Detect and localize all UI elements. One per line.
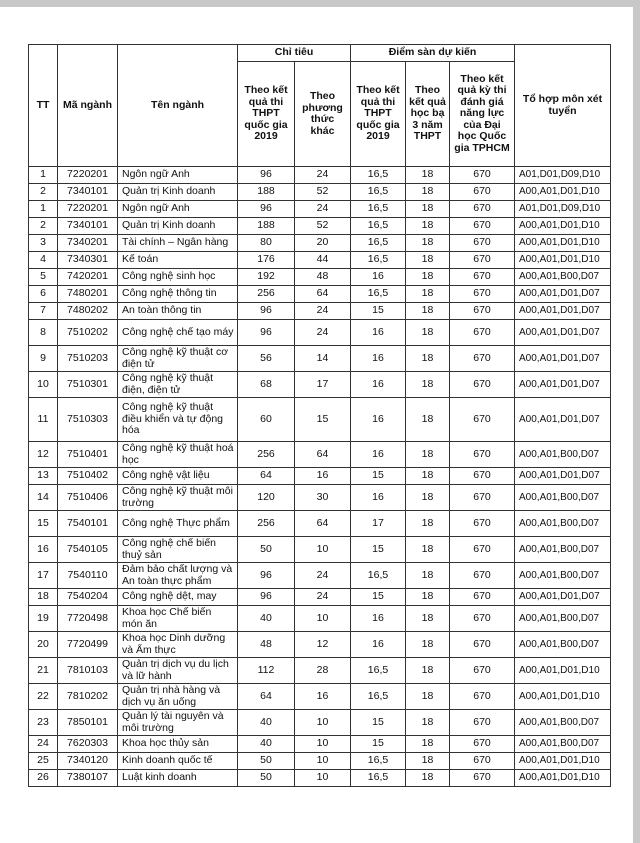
cell-quota-thpt: 120 (238, 485, 295, 511)
cell-quota-thpt: 96 (238, 320, 295, 346)
cell-quota-other: 52 (295, 218, 351, 235)
cell-code: 7380107 (58, 770, 118, 787)
cell-name: Đảm bảo chất lượng và An toàn thực phẩm (118, 563, 238, 589)
cell-quota-other: 24 (295, 563, 351, 589)
cell-name: Công nghệ chế biến thuỷ sản (118, 537, 238, 563)
table-row (29, 684, 611, 710)
cell-floor-transcript: 18 (406, 753, 450, 770)
cell-quota-other: 44 (295, 252, 351, 269)
cell-floor-transcript: 18 (406, 218, 450, 235)
cell-floor-aptitude: 670 (450, 303, 515, 320)
table-row (29, 606, 611, 632)
cell-floor-thpt: 15 (351, 710, 406, 736)
cell-code: 7510303 (58, 398, 118, 442)
cell-tt: 8 (29, 320, 58, 346)
cell-combo: A00,A01,D01,D07 (515, 320, 611, 346)
cell-floor-thpt: 15 (351, 537, 406, 563)
cell-code: 7340120 (58, 753, 118, 770)
cell-combo: A00,A01,D01,D07 (515, 468, 611, 485)
cell-floor-transcript: 18 (406, 684, 450, 710)
cell-floor-aptitude: 670 (450, 589, 515, 606)
cell-tt: 16 (29, 537, 58, 563)
cell-combo: A00,A01,B00,D07 (515, 563, 611, 589)
cell-name: Tài chính – Ngân hàng (118, 235, 238, 252)
header-floor-transcript: Theo kết quả học bạ 3 năm THPT (406, 62, 450, 167)
cell-floor-aptitude: 670 (450, 753, 515, 770)
cell-combo: A01,D01,D09,D10 (515, 201, 611, 218)
table-header (29, 45, 611, 167)
cell-quota-other: 24 (295, 167, 351, 184)
cell-quota-thpt: 112 (238, 658, 295, 684)
table-row (29, 485, 611, 511)
cell-floor-thpt: 16,5 (351, 684, 406, 710)
cell-name: Công nghệ chế tạo máy (118, 320, 238, 346)
cell-quota-thpt: 188 (238, 218, 295, 235)
cell-combo: A00,A01,D01,D07 (515, 346, 611, 372)
cell-combo: A00,A01,D01,D10 (515, 684, 611, 710)
cell-code: 7480202 (58, 303, 118, 320)
cell-combo: A00,A01,B00,D07 (515, 736, 611, 753)
cell-floor-thpt: 16,5 (351, 235, 406, 252)
cell-floor-thpt: 16 (351, 269, 406, 286)
cell-tt: 7 (29, 303, 58, 320)
cell-floor-thpt: 16,5 (351, 563, 406, 589)
cell-combo: A00,A01,D01,D10 (515, 753, 611, 770)
cell-floor-aptitude: 670 (450, 710, 515, 736)
table-row (29, 511, 611, 537)
cell-floor-thpt: 16 (351, 346, 406, 372)
cell-name: Ngôn ngữ Anh (118, 201, 238, 218)
cell-floor-thpt: 17 (351, 511, 406, 537)
cell-name: Công nghệ kỹ thuật điều khiển và tự động hóa (118, 398, 238, 442)
cell-combo: A00,A01,B00,D07 (515, 537, 611, 563)
cell-name: Công nghệ kỹ thuật hoá học (118, 442, 238, 468)
cell-floor-aptitude: 670 (450, 485, 515, 511)
cell-quota-other: 24 (295, 303, 351, 320)
cell-quota-thpt: 96 (238, 303, 295, 320)
cell-quota-other: 15 (295, 398, 351, 442)
cell-quota-thpt: 96 (238, 167, 295, 184)
cell-code: 7340301 (58, 252, 118, 269)
cell-floor-transcript: 18 (406, 511, 450, 537)
cell-floor-transcript: 18 (406, 632, 450, 658)
cell-quota-thpt: 68 (238, 372, 295, 398)
cell-floor-thpt: 16 (351, 606, 406, 632)
cell-combo: A00,A01,B00,D07 (515, 269, 611, 286)
cell-floor-transcript: 18 (406, 303, 450, 320)
cell-floor-thpt: 16 (351, 372, 406, 398)
cell-code: 7720498 (58, 606, 118, 632)
header-floor-group: Điểm sàn dự kiến (351, 45, 515, 62)
cell-combo: A00,A01,D01,D10 (515, 252, 611, 269)
cell-floor-transcript: 18 (406, 184, 450, 201)
cell-quota-other: 10 (295, 606, 351, 632)
cell-quota-thpt: 50 (238, 770, 295, 787)
cell-quota-other: 10 (295, 770, 351, 787)
header-code: Mã ngành (58, 45, 118, 167)
header-floor-aptitude: Theo kết quả kỳ thi đánh giá năng lực của Đại học Quốc gia TPHCM (450, 62, 515, 167)
cell-combo: A00,A01,D01,D10 (515, 235, 611, 252)
cell-tt: 19 (29, 606, 58, 632)
cell-name: Khoa học Dinh dưỡng và Ẩm thực (118, 632, 238, 658)
cell-floor-transcript: 18 (406, 710, 450, 736)
cell-floor-thpt: 15 (351, 736, 406, 753)
cell-floor-transcript: 18 (406, 167, 450, 184)
cell-combo: A00,A01,B00,D07 (515, 632, 611, 658)
cell-floor-aptitude: 670 (450, 269, 515, 286)
header-quota-group: Chỉ tiêu (238, 45, 351, 62)
cell-quota-other: 14 (295, 346, 351, 372)
cell-floor-aptitude: 670 (450, 658, 515, 684)
cell-floor-aptitude: 670 (450, 770, 515, 787)
cell-name: Quản trị Kinh doanh (118, 218, 238, 235)
cell-floor-transcript: 18 (406, 269, 450, 286)
table-row (29, 286, 611, 303)
cell-quota-other: 10 (295, 710, 351, 736)
document-page (0, 7, 633, 843)
header-quota-thpt: Theo kết quả thi THPT quốc gia 2019 (238, 62, 295, 167)
cell-code: 7420201 (58, 269, 118, 286)
cell-code: 7720499 (58, 632, 118, 658)
cell-floor-aptitude: 670 (450, 632, 515, 658)
cell-combo: A00,A01,D01,D07 (515, 372, 611, 398)
cell-floor-aptitude: 670 (450, 252, 515, 269)
table-row (29, 658, 611, 684)
cell-code: 7510202 (58, 320, 118, 346)
cell-floor-aptitude: 670 (450, 184, 515, 201)
cell-quota-thpt: 96 (238, 201, 295, 218)
cell-floor-thpt: 16 (351, 320, 406, 346)
table-row (29, 710, 611, 736)
cell-name: Công nghệ kỹ thuật môi trường (118, 485, 238, 511)
cell-floor-transcript: 18 (406, 372, 450, 398)
cell-tt: 1 (29, 167, 58, 184)
cell-name: Công nghệ Thực phẩm (118, 511, 238, 537)
cell-tt: 13 (29, 468, 58, 485)
cell-quota-other: 64 (295, 511, 351, 537)
admission-table (28, 44, 611, 787)
cell-floor-thpt: 16 (351, 442, 406, 468)
cell-floor-aptitude: 670 (450, 684, 515, 710)
cell-code: 7510401 (58, 442, 118, 468)
cell-combo: A00,A01,D01,D07 (515, 589, 611, 606)
cell-floor-aptitude: 670 (450, 537, 515, 563)
cell-tt: 18 (29, 589, 58, 606)
cell-quota-thpt: 64 (238, 684, 295, 710)
cell-quota-thpt: 40 (238, 710, 295, 736)
cell-floor-aptitude: 670 (450, 398, 515, 442)
cell-code: 7220201 (58, 201, 118, 218)
cell-quota-other: 16 (295, 684, 351, 710)
cell-tt: 2 (29, 184, 58, 201)
cell-floor-transcript: 18 (406, 442, 450, 468)
cell-code: 7810103 (58, 658, 118, 684)
table-row (29, 218, 611, 235)
cell-code: 7510203 (58, 346, 118, 372)
cell-tt: 24 (29, 736, 58, 753)
cell-quota-thpt: 176 (238, 252, 295, 269)
cell-quota-other: 17 (295, 372, 351, 398)
cell-floor-thpt: 16,5 (351, 753, 406, 770)
cell-name: Công nghệ sinh học (118, 269, 238, 286)
cell-tt: 2 (29, 218, 58, 235)
cell-floor-transcript: 18 (406, 485, 450, 511)
cell-floor-thpt: 16,5 (351, 167, 406, 184)
cell-tt: 15 (29, 511, 58, 537)
cell-combo: A00,A01,D01,D10 (515, 770, 611, 787)
cell-quota-other: 16 (295, 468, 351, 485)
cell-tt: 10 (29, 372, 58, 398)
cell-quota-other: 28 (295, 658, 351, 684)
cell-combo: A00,A01,B00,D07 (515, 485, 611, 511)
cell-tt: 6 (29, 286, 58, 303)
cell-floor-transcript: 18 (406, 252, 450, 269)
cell-code: 7540204 (58, 589, 118, 606)
table-row (29, 303, 611, 320)
table-row (29, 398, 611, 442)
cell-quota-thpt: 40 (238, 736, 295, 753)
table-row (29, 235, 611, 252)
cell-floor-thpt: 15 (351, 468, 406, 485)
cell-floor-thpt: 16,5 (351, 201, 406, 218)
cell-tt: 25 (29, 753, 58, 770)
cell-floor-thpt: 16 (351, 398, 406, 442)
cell-quota-thpt: 64 (238, 468, 295, 485)
table-row (29, 736, 611, 753)
cell-code: 7850101 (58, 710, 118, 736)
cell-code: 7340101 (58, 184, 118, 201)
cell-quota-other: 48 (295, 269, 351, 286)
cell-name: Kinh doanh quốc tế (118, 753, 238, 770)
header-combo: Tổ hợp môn xét tuyển (515, 45, 611, 167)
table-row (29, 468, 611, 485)
cell-name: Khoa học thủy sản (118, 736, 238, 753)
cell-code: 7510301 (58, 372, 118, 398)
cell-floor-aptitude: 670 (450, 468, 515, 485)
cell-name: Khoa học Chế biến món ăn (118, 606, 238, 632)
cell-tt: 4 (29, 252, 58, 269)
header-name: Tên ngành (118, 45, 238, 167)
cell-floor-transcript: 18 (406, 563, 450, 589)
cell-tt: 23 (29, 710, 58, 736)
cell-floor-aptitude: 670 (450, 606, 515, 632)
cell-floor-transcript: 18 (406, 736, 450, 753)
cell-quota-thpt: 50 (238, 537, 295, 563)
cell-quota-other: 24 (295, 320, 351, 346)
cell-tt: 12 (29, 442, 58, 468)
cell-name: Luật kinh doanh (118, 770, 238, 787)
cell-quota-thpt: 56 (238, 346, 295, 372)
cell-combo: A00,A01,D01,D07 (515, 398, 611, 442)
cell-tt: 9 (29, 346, 58, 372)
cell-floor-transcript: 18 (406, 537, 450, 563)
table-body (29, 167, 611, 787)
cell-combo: A00,A01,D01,D07 (515, 286, 611, 303)
cell-floor-aptitude: 670 (450, 372, 515, 398)
cell-quota-thpt: 80 (238, 235, 295, 252)
cell-name: Công nghệ thông tin (118, 286, 238, 303)
cell-floor-aptitude: 670 (450, 167, 515, 184)
cell-floor-thpt: 16 (351, 632, 406, 658)
cell-quota-thpt: 48 (238, 632, 295, 658)
cell-code: 7480201 (58, 286, 118, 303)
cell-quota-other: 20 (295, 235, 351, 252)
cell-quota-other: 12 (295, 632, 351, 658)
cell-code: 7620303 (58, 736, 118, 753)
table-row (29, 632, 611, 658)
cell-floor-thpt: 15 (351, 303, 406, 320)
cell-quota-thpt: 40 (238, 606, 295, 632)
cell-floor-aptitude: 670 (450, 235, 515, 252)
table-row (29, 770, 611, 787)
cell-name: Công nghệ vật liệu (118, 468, 238, 485)
cell-quota-other: 30 (295, 485, 351, 511)
header-floor-thpt: Theo kết quả thi THPT quốc gia 2019 (351, 62, 406, 167)
cell-quota-other: 10 (295, 736, 351, 753)
cell-code: 7510402 (58, 468, 118, 485)
cell-tt: 3 (29, 235, 58, 252)
cell-floor-thpt: 16,5 (351, 770, 406, 787)
cell-tt: 14 (29, 485, 58, 511)
cell-code: 7340201 (58, 235, 118, 252)
cell-floor-thpt: 16,5 (351, 218, 406, 235)
cell-name: Quản lý tài nguyên và môi trường (118, 710, 238, 736)
cell-code: 7510406 (58, 485, 118, 511)
cell-name: Công nghệ kỹ thuật điện, điện tử (118, 372, 238, 398)
table-row (29, 184, 611, 201)
table-row (29, 320, 611, 346)
cell-floor-transcript: 18 (406, 320, 450, 346)
cell-quota-other: 52 (295, 184, 351, 201)
cell-tt: 21 (29, 658, 58, 684)
cell-code: 7220201 (58, 167, 118, 184)
cell-floor-thpt: 16,5 (351, 184, 406, 201)
cell-floor-aptitude: 670 (450, 218, 515, 235)
header-tt: TT (29, 45, 58, 167)
cell-tt: 26 (29, 770, 58, 787)
cell-tt: 5 (29, 269, 58, 286)
cell-floor-transcript: 18 (406, 589, 450, 606)
table-row (29, 346, 611, 372)
cell-combo: A00,A01,B00,D07 (515, 442, 611, 468)
table-row (29, 537, 611, 563)
cell-name: An toàn thông tin (118, 303, 238, 320)
cell-combo: A00,A01,D01,D10 (515, 218, 611, 235)
table-row (29, 563, 611, 589)
cell-floor-thpt: 16 (351, 485, 406, 511)
cell-combo: A00,A01,B00,D07 (515, 710, 611, 736)
cell-tt: 22 (29, 684, 58, 710)
cell-floor-thpt: 16,5 (351, 658, 406, 684)
cell-floor-transcript: 18 (406, 346, 450, 372)
cell-combo: A00,A01,B00,D07 (515, 511, 611, 537)
cell-floor-aptitude: 670 (450, 201, 515, 218)
cell-quota-other: 24 (295, 589, 351, 606)
cell-floor-aptitude: 670 (450, 563, 515, 589)
table-row (29, 167, 611, 184)
cell-quota-thpt: 60 (238, 398, 295, 442)
cell-code: 7540101 (58, 511, 118, 537)
cell-tt: 17 (29, 563, 58, 589)
table-row (29, 201, 611, 218)
table-row (29, 442, 611, 468)
header-quota-other: Theo phương thức khác (295, 62, 351, 167)
cell-code: 7540110 (58, 563, 118, 589)
cell-floor-aptitude: 670 (450, 511, 515, 537)
cell-floor-aptitude: 670 (450, 346, 515, 372)
cell-quota-other: 24 (295, 201, 351, 218)
cell-quota-other: 64 (295, 286, 351, 303)
table-row (29, 589, 611, 606)
cell-combo: A00,A01,D01,D10 (515, 658, 611, 684)
cell-name: Ngôn ngữ Anh (118, 167, 238, 184)
cell-quota-other: 10 (295, 753, 351, 770)
cell-floor-thpt: 16,5 (351, 252, 406, 269)
cell-floor-aptitude: 670 (450, 286, 515, 303)
viewer-right-bar (633, 0, 640, 843)
cell-name: Quản trị dịch vụ du lịch và lữ hành (118, 658, 238, 684)
cell-floor-thpt: 16,5 (351, 286, 406, 303)
cell-floor-transcript: 18 (406, 201, 450, 218)
cell-name: Quản trị nhà hàng và dịch vụ ăn uống (118, 684, 238, 710)
cell-code: 7540105 (58, 537, 118, 563)
cell-quota-thpt: 96 (238, 589, 295, 606)
table-row (29, 753, 611, 770)
cell-name: Công nghệ dệt, may (118, 589, 238, 606)
cell-code: 7810202 (58, 684, 118, 710)
cell-floor-transcript: 18 (406, 286, 450, 303)
cell-combo: A00,A01,D01,D07 (515, 303, 611, 320)
cell-quota-thpt: 50 (238, 753, 295, 770)
cell-quota-thpt: 192 (238, 269, 295, 286)
cell-code: 7340101 (58, 218, 118, 235)
cell-combo: A00,A01,B00,D07 (515, 606, 611, 632)
viewer-top-bar (0, 0, 640, 7)
cell-tt: 11 (29, 398, 58, 442)
cell-floor-transcript: 18 (406, 658, 450, 684)
cell-floor-aptitude: 670 (450, 736, 515, 753)
cell-quota-thpt: 188 (238, 184, 295, 201)
cell-quota-other: 10 (295, 537, 351, 563)
cell-quota-thpt: 256 (238, 511, 295, 537)
table-row (29, 252, 611, 269)
cell-quota-thpt: 256 (238, 442, 295, 468)
cell-name: Kế toán (118, 252, 238, 269)
cell-floor-aptitude: 670 (450, 442, 515, 468)
cell-floor-aptitude: 670 (450, 320, 515, 346)
cell-floor-transcript: 18 (406, 468, 450, 485)
cell-quota-thpt: 96 (238, 563, 295, 589)
cell-tt: 1 (29, 201, 58, 218)
table-row (29, 372, 611, 398)
cell-floor-transcript: 18 (406, 606, 450, 632)
cell-name: Công nghệ kỹ thuật cơ điện tử (118, 346, 238, 372)
cell-floor-transcript: 18 (406, 398, 450, 442)
cell-name: Quản trị Kinh doanh (118, 184, 238, 201)
cell-combo: A01,D01,D09,D10 (515, 167, 611, 184)
cell-quota-thpt: 256 (238, 286, 295, 303)
cell-quota-other: 64 (295, 442, 351, 468)
cell-combo: A00,A01,D01,D10 (515, 184, 611, 201)
table-row (29, 269, 611, 286)
cell-floor-thpt: 15 (351, 589, 406, 606)
cell-floor-transcript: 18 (406, 770, 450, 787)
cell-tt: 20 (29, 632, 58, 658)
cell-floor-transcript: 18 (406, 235, 450, 252)
